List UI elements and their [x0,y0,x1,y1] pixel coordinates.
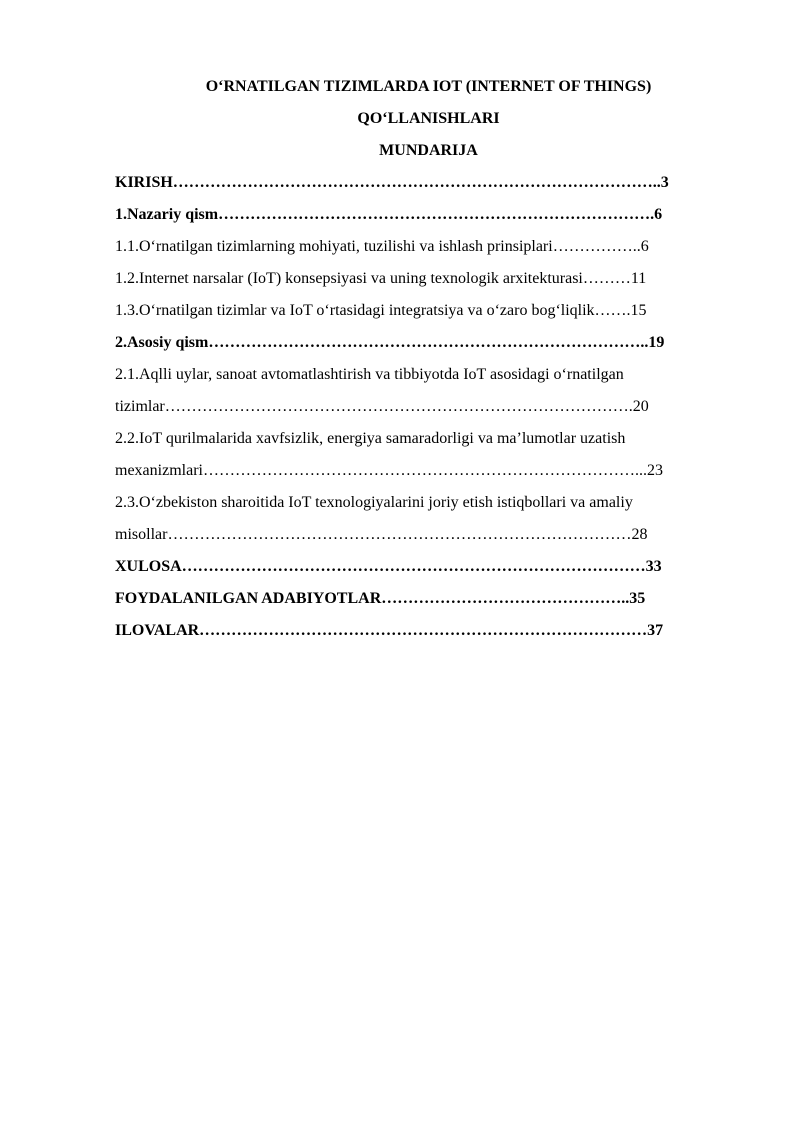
toc-entry-kirish: KIRISH………………………………………………………………………………..3 [115,174,669,191]
toc-entry-adabiyotlar: FOYDALANILGAN ADABIYOTLAR………………………………………..35 [115,590,646,607]
toc-entry-1-2: 1.2.Internet narsalar (IoT) konsepsiyasi va uning texnologik arxitekturasi………11 [115,270,647,287]
document-title-line2: QO‘LLANISHLARI [357,110,500,127]
toc-entry-asosiy-qism: 2.Asosiy qism………………………………………………………………………..19 [115,334,665,351]
toc-entry-2-3: 2.3.O‘zbekiston sharoitida IoT texnologiyalarini joriy etish istiqbollari va amaliy misollar……………………………………………………………………………28 [115,494,648,543]
toc-entry-1-1: 1.1.O‘rnatilgan tizimlarning mohiyati, tuzilishi va ishlash prinsiplari……………..6 [115,238,649,255]
toc-entry-ilovalar: ILOVALAR…………………………………………………………………………37 [115,622,664,639]
toc-entry-2-1: 2.1.Aqlli uylar, sanoat avtomatlashtirish va tibbiyotda IoT asosidagi o‘rnatilgan tizimlar…………………………………………………………………………….20 [115,366,649,415]
toc-entry-nazariy-qism: 1.Nazariy qism……………………………………………………………………….6 [115,206,663,223]
document-title-line1: O‘RNATILGAN TIZIMLARDA IOT (INTERNET OF THINGS) [205,78,652,95]
toc-entry-1-3: 1.3.O‘rnatilgan tizimlar va IoT o‘rtasidagi integratsiya va o‘zaro bog‘liqlik…….15 [115,302,647,319]
toc-entry-2-2: 2.2.IoT qurilmalarida xavfsizlik, energiya samaradorligi va ma’lumotlar uzatish mexanizmlari………………………………………………………………………...23 [115,430,663,479]
toc-heading: MUNDARIJA [379,142,478,159]
toc-entry-xulosa: XULOSA……………………………………………………………………………33 [115,558,662,575]
